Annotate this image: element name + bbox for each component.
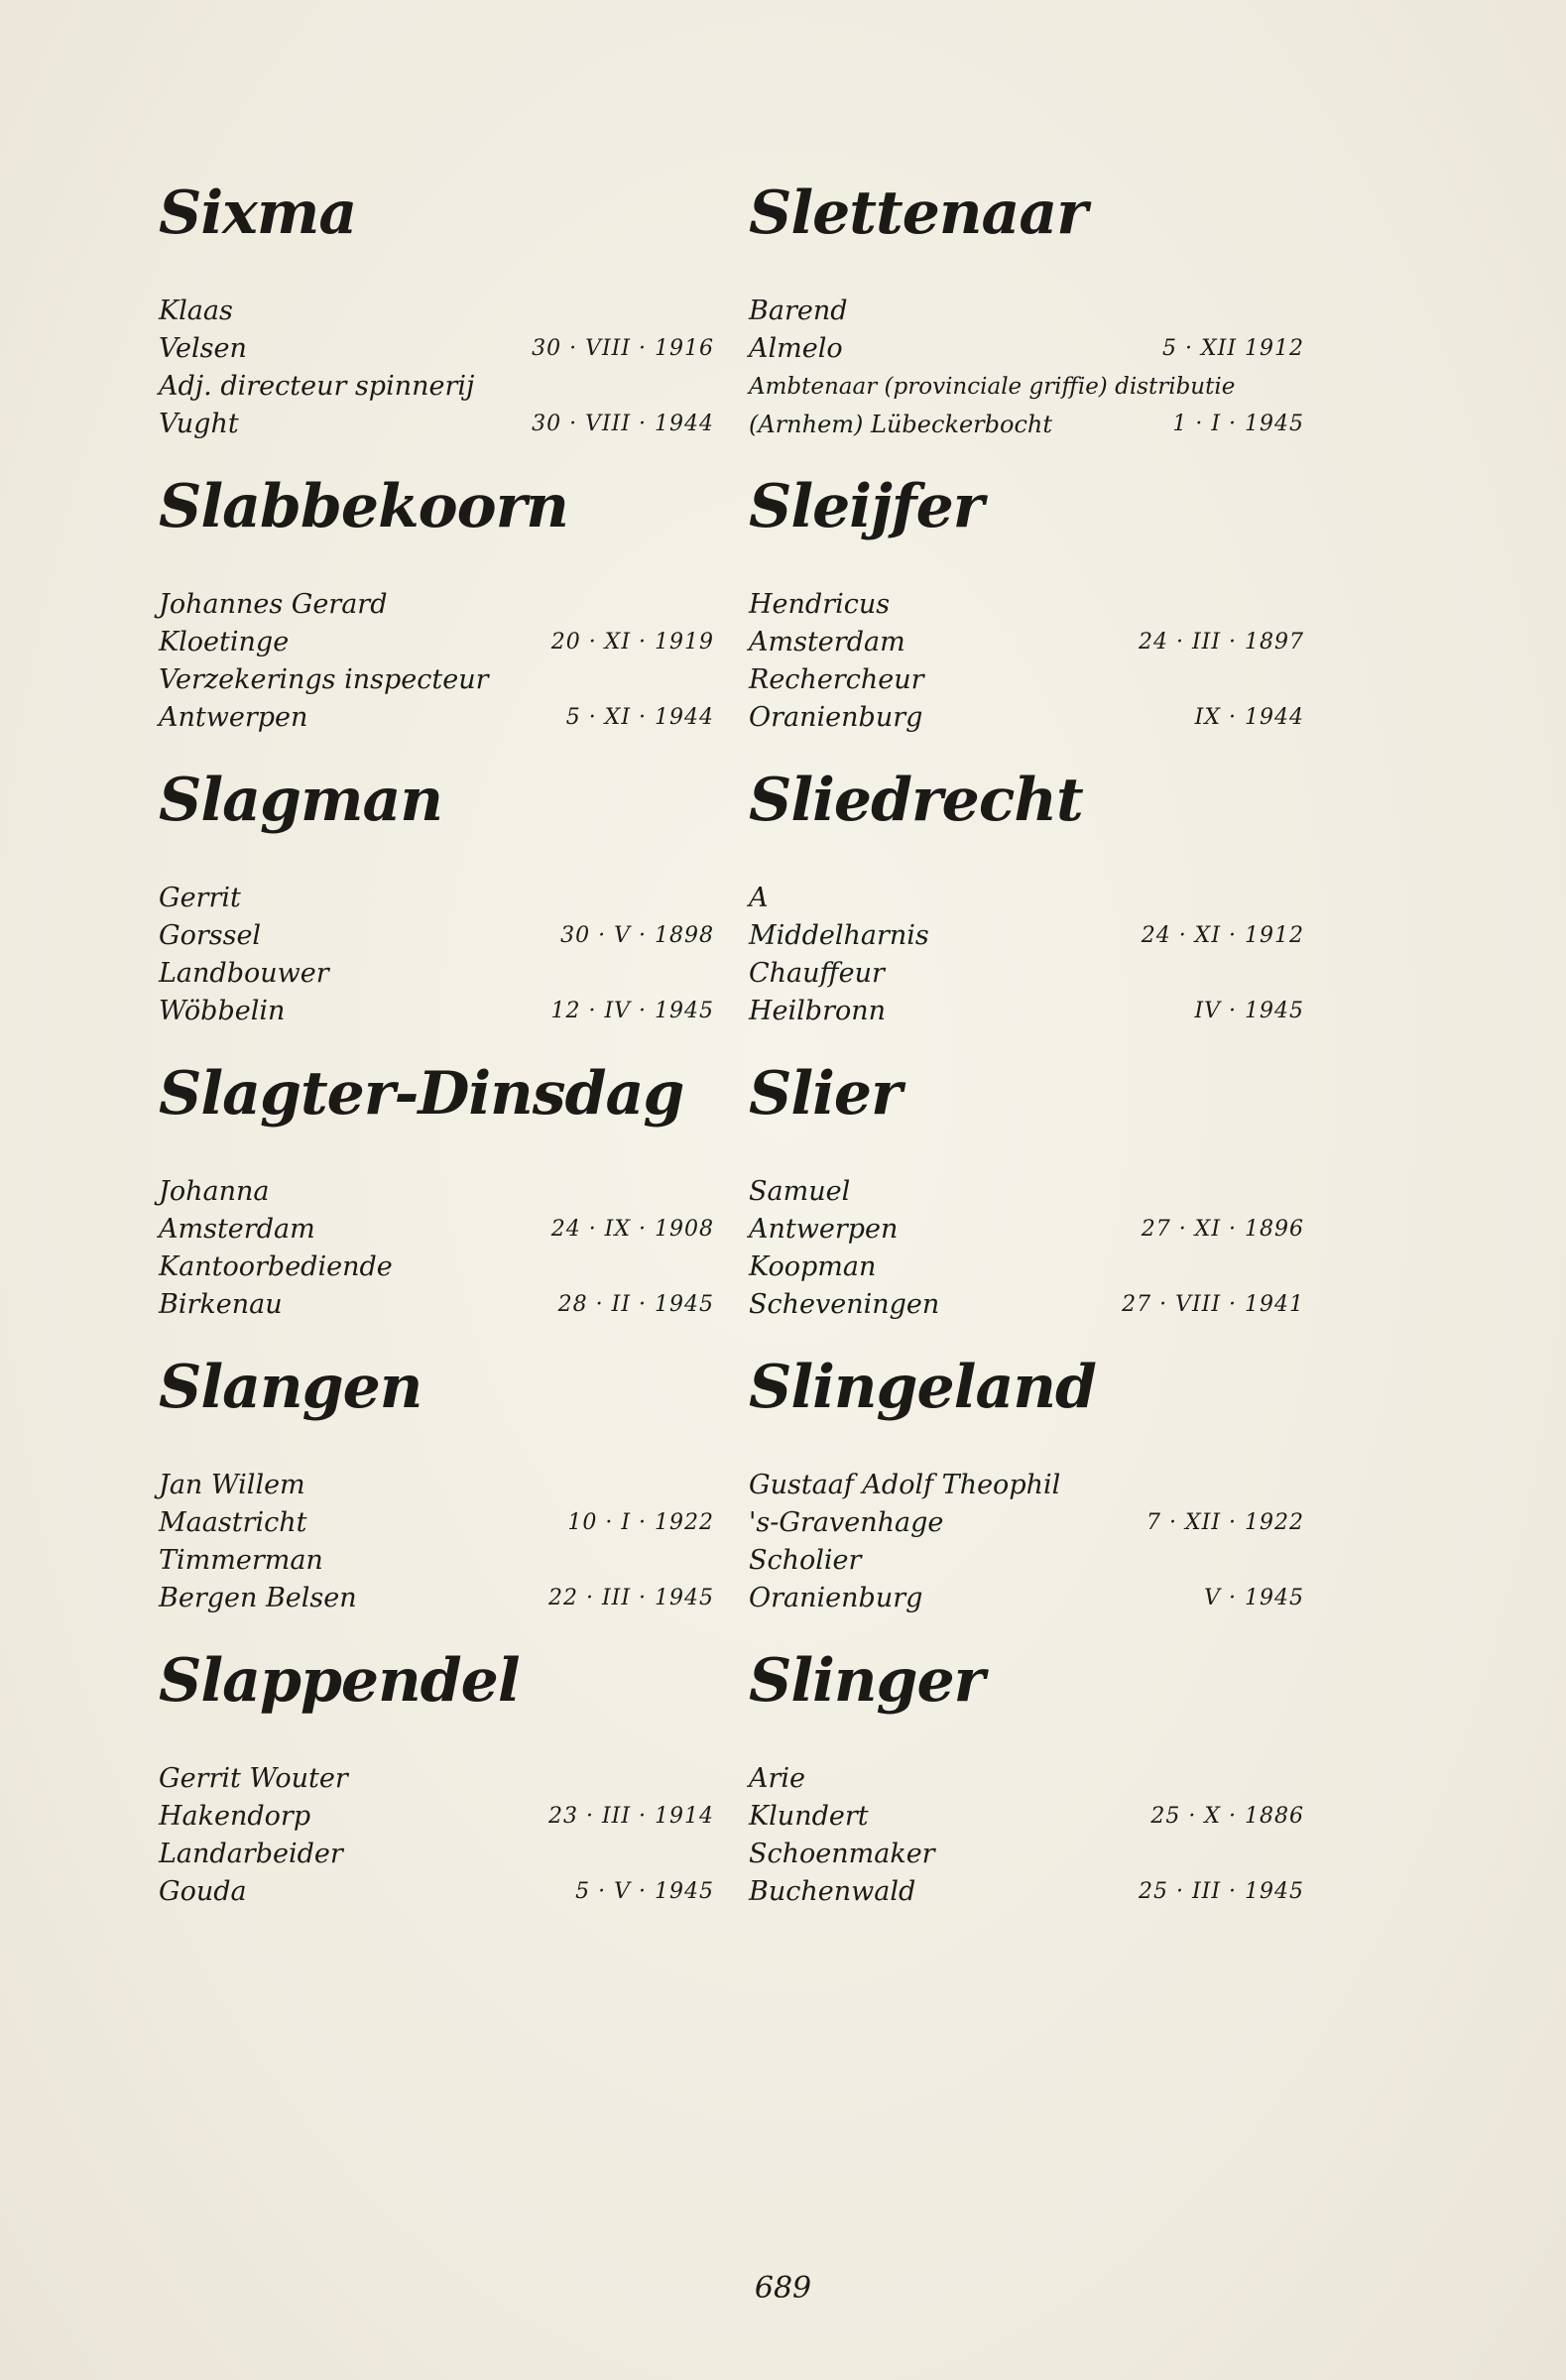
death-row — [749, 1873, 1304, 1911]
death-date: 28 · II · 1945 — [557, 1292, 714, 1317]
given-names-row — [159, 880, 714, 917]
birth-place: Amsterdam — [749, 627, 905, 657]
birth-place: 's-Gravenhage — [749, 1507, 944, 1538]
occupation: Chauffeur — [749, 958, 885, 989]
birth-row — [749, 1504, 1304, 1542]
given-names: Gerrit — [159, 883, 241, 913]
person-entry — [159, 1353, 714, 1651]
given-names: Hendricus — [749, 589, 891, 620]
given-names-row — [749, 1467, 1304, 1504]
death-place: Oranienburg — [749, 702, 923, 733]
occupation: Rechercheur — [749, 664, 924, 695]
surname-heading: Slappendel — [159, 1646, 520, 1716]
person-entry — [159, 1646, 714, 1945]
death-place: Wöbbelin — [159, 996, 286, 1026]
birth-place: Amsterdam — [159, 1214, 315, 1245]
person-entry — [159, 1059, 714, 1358]
person-entry — [159, 766, 714, 1064]
birth-place: Velsen — [159, 333, 247, 364]
given-names: Barend — [749, 296, 848, 326]
occupation-row — [159, 368, 714, 406]
given-names: Klaas — [159, 296, 233, 326]
occupation: Scholier — [749, 1545, 862, 1576]
occupation-row — [159, 1249, 714, 1286]
given-names-row — [159, 1467, 714, 1504]
given-names-row — [749, 293, 1304, 330]
death-row — [749, 699, 1304, 737]
given-names: Jan Willem — [159, 1470, 305, 1500]
person-entry — [749, 1353, 1304, 1651]
surname-heading: Slinger — [749, 1646, 985, 1716]
surname-heading: Slagter-Dinsdag — [159, 1059, 684, 1129]
person-entry — [159, 472, 714, 771]
death-date: 22 · III · 1945 — [547, 1586, 714, 1610]
death-row — [749, 1580, 1304, 1617]
given-names: Arie — [749, 1763, 806, 1794]
birth-date: 24 · III · 1897 — [1138, 630, 1304, 654]
given-names-row — [159, 293, 714, 330]
death-row — [159, 1580, 714, 1617]
birth-place: Hakendorp — [159, 1801, 311, 1832]
birth-date: 5 · XII 1912 — [1161, 336, 1304, 361]
surname-heading: Slettenaar — [749, 178, 1087, 248]
death-place: Gouda — [159, 1876, 247, 1907]
death-place: Bergen Belsen — [159, 1583, 357, 1613]
death-date: 5 · XI · 1944 — [565, 705, 714, 730]
surname-heading: Sliedrecht — [749, 766, 1083, 835]
birth-row — [159, 1211, 714, 1249]
birth-place: Kloetinge — [159, 627, 290, 657]
death-place: Scheveningen — [749, 1289, 940, 1320]
given-names: Samuel — [749, 1176, 851, 1207]
occupation-row — [749, 1249, 1304, 1286]
birth-date: 7 · XII · 1922 — [1146, 1510, 1304, 1535]
occupation-row — [749, 955, 1304, 993]
occupation-row — [159, 1836, 714, 1873]
birth-date: 20 · XI · 1919 — [550, 630, 714, 654]
birth-row — [159, 330, 714, 368]
occupation: Kantoorbediende — [159, 1251, 393, 1282]
surname-heading: Slangen — [159, 1353, 422, 1422]
death-date: 12 · IV · 1945 — [550, 999, 714, 1023]
birth-place: Gorssel — [159, 920, 262, 951]
occupation-row — [159, 661, 714, 699]
person-entry — [749, 766, 1304, 1064]
birth-row — [159, 1798, 714, 1836]
given-names: Gerrit Wouter — [159, 1763, 348, 1794]
birth-date: 30 · VIII · 1916 — [532, 336, 714, 361]
birth-date: 10 · I · 1922 — [567, 1510, 714, 1535]
birth-date: 24 · XI · 1912 — [1141, 923, 1304, 948]
birth-row — [749, 917, 1304, 955]
given-names-row — [749, 880, 1304, 917]
death-date: 25 · III · 1945 — [1138, 1879, 1304, 1904]
death-place: Vught — [159, 409, 239, 439]
birth-place: Middelharnis — [749, 920, 929, 951]
birth-date: 27 · XI · 1896 — [1141, 1217, 1304, 1242]
person-entry — [749, 178, 1304, 477]
occupation: Adj. directeur spinnerij — [159, 371, 475, 402]
occupation-row — [749, 368, 1304, 406]
occupation: Verzekerings inspecteur — [159, 664, 489, 695]
death-place: Birkenau — [159, 1289, 283, 1320]
death-row — [159, 1286, 714, 1324]
death-date: 27 · VIII · 1941 — [1122, 1292, 1304, 1317]
occupation-row — [159, 955, 714, 993]
birth-place: Almelo — [749, 333, 843, 364]
death-date: 1 · I · 1945 — [1172, 412, 1304, 436]
death-date: V · 1945 — [1204, 1586, 1304, 1610]
surname-heading: Sixma — [159, 178, 357, 248]
birth-row — [749, 1211, 1304, 1249]
given-names-row — [159, 1760, 714, 1798]
surname-heading: Slagman — [159, 766, 442, 835]
occupation: Timmerman — [159, 1545, 323, 1576]
person-entry — [749, 1059, 1304, 1358]
death-row — [159, 993, 714, 1030]
surname-heading: Slingeland — [749, 1353, 1096, 1422]
occupation-row — [749, 661, 1304, 699]
death-place: (Arnhem) Lübeckerbocht — [749, 411, 1053, 438]
given-names: Gustaaf Adolf Theophil — [749, 1470, 1061, 1500]
person-entry — [749, 472, 1304, 771]
surname-heading: Sleijfer — [749, 472, 984, 541]
given-names: Johannes Gerard — [159, 589, 388, 620]
birth-row — [159, 624, 714, 661]
death-row — [749, 1286, 1304, 1324]
birth-date: 24 · IX · 1908 — [550, 1217, 714, 1242]
birth-place: Maastricht — [159, 1507, 307, 1538]
death-place: Oranienburg — [749, 1583, 923, 1613]
page-number: 689 — [754, 2271, 812, 2306]
death-row — [749, 993, 1304, 1030]
given-names-row — [749, 1173, 1304, 1211]
surname-heading: Slabbekoorn — [159, 472, 568, 541]
occupation: Landbouwer — [159, 958, 329, 989]
right-column — [749, 178, 1304, 1945]
death-place: Buchenwald — [749, 1876, 916, 1907]
death-row — [159, 699, 714, 737]
occupation-row — [749, 1542, 1304, 1580]
birth-row — [749, 1798, 1304, 1836]
occupation-row — [749, 1836, 1304, 1873]
death-place: Heilbronn — [749, 996, 887, 1026]
given-names-row — [159, 586, 714, 624]
birth-row — [749, 624, 1304, 661]
birth-place: Klundert — [749, 1801, 869, 1832]
death-row — [749, 406, 1304, 443]
death-date: IV · 1945 — [1194, 999, 1304, 1023]
death-date: 5 · V · 1945 — [575, 1879, 714, 1904]
death-row — [159, 1873, 714, 1911]
occupation: Koopman — [749, 1251, 877, 1282]
death-date: 30 · VIII · 1944 — [532, 412, 714, 436]
given-names-row — [749, 1760, 1304, 1798]
given-names-row — [749, 586, 1304, 624]
occupation-row — [159, 1542, 714, 1580]
person-entry — [749, 1646, 1304, 1945]
birth-date: 25 · X · 1886 — [1150, 1804, 1304, 1829]
surname-heading: Slier — [749, 1059, 902, 1129]
birth-row — [159, 917, 714, 955]
given-names-row — [159, 1173, 714, 1211]
birth-row — [159, 1504, 714, 1542]
birth-date: 23 · III · 1914 — [547, 1804, 714, 1829]
left-column — [159, 178, 714, 1945]
occupation: Landarbeider — [159, 1839, 343, 1869]
occupation: Schoenmaker — [749, 1839, 935, 1869]
death-place: Antwerpen — [159, 702, 308, 733]
death-date: IX · 1944 — [1194, 705, 1304, 730]
occupation: Ambtenaar (provinciale griffie) distributie — [749, 374, 1236, 400]
given-names: A — [749, 883, 769, 913]
birth-date: 30 · V · 1898 — [560, 923, 714, 948]
given-names: Johanna — [159, 1176, 270, 1207]
birth-row — [749, 330, 1304, 368]
person-entry — [159, 178, 714, 477]
birth-place: Antwerpen — [749, 1214, 899, 1245]
death-row — [159, 406, 714, 443]
